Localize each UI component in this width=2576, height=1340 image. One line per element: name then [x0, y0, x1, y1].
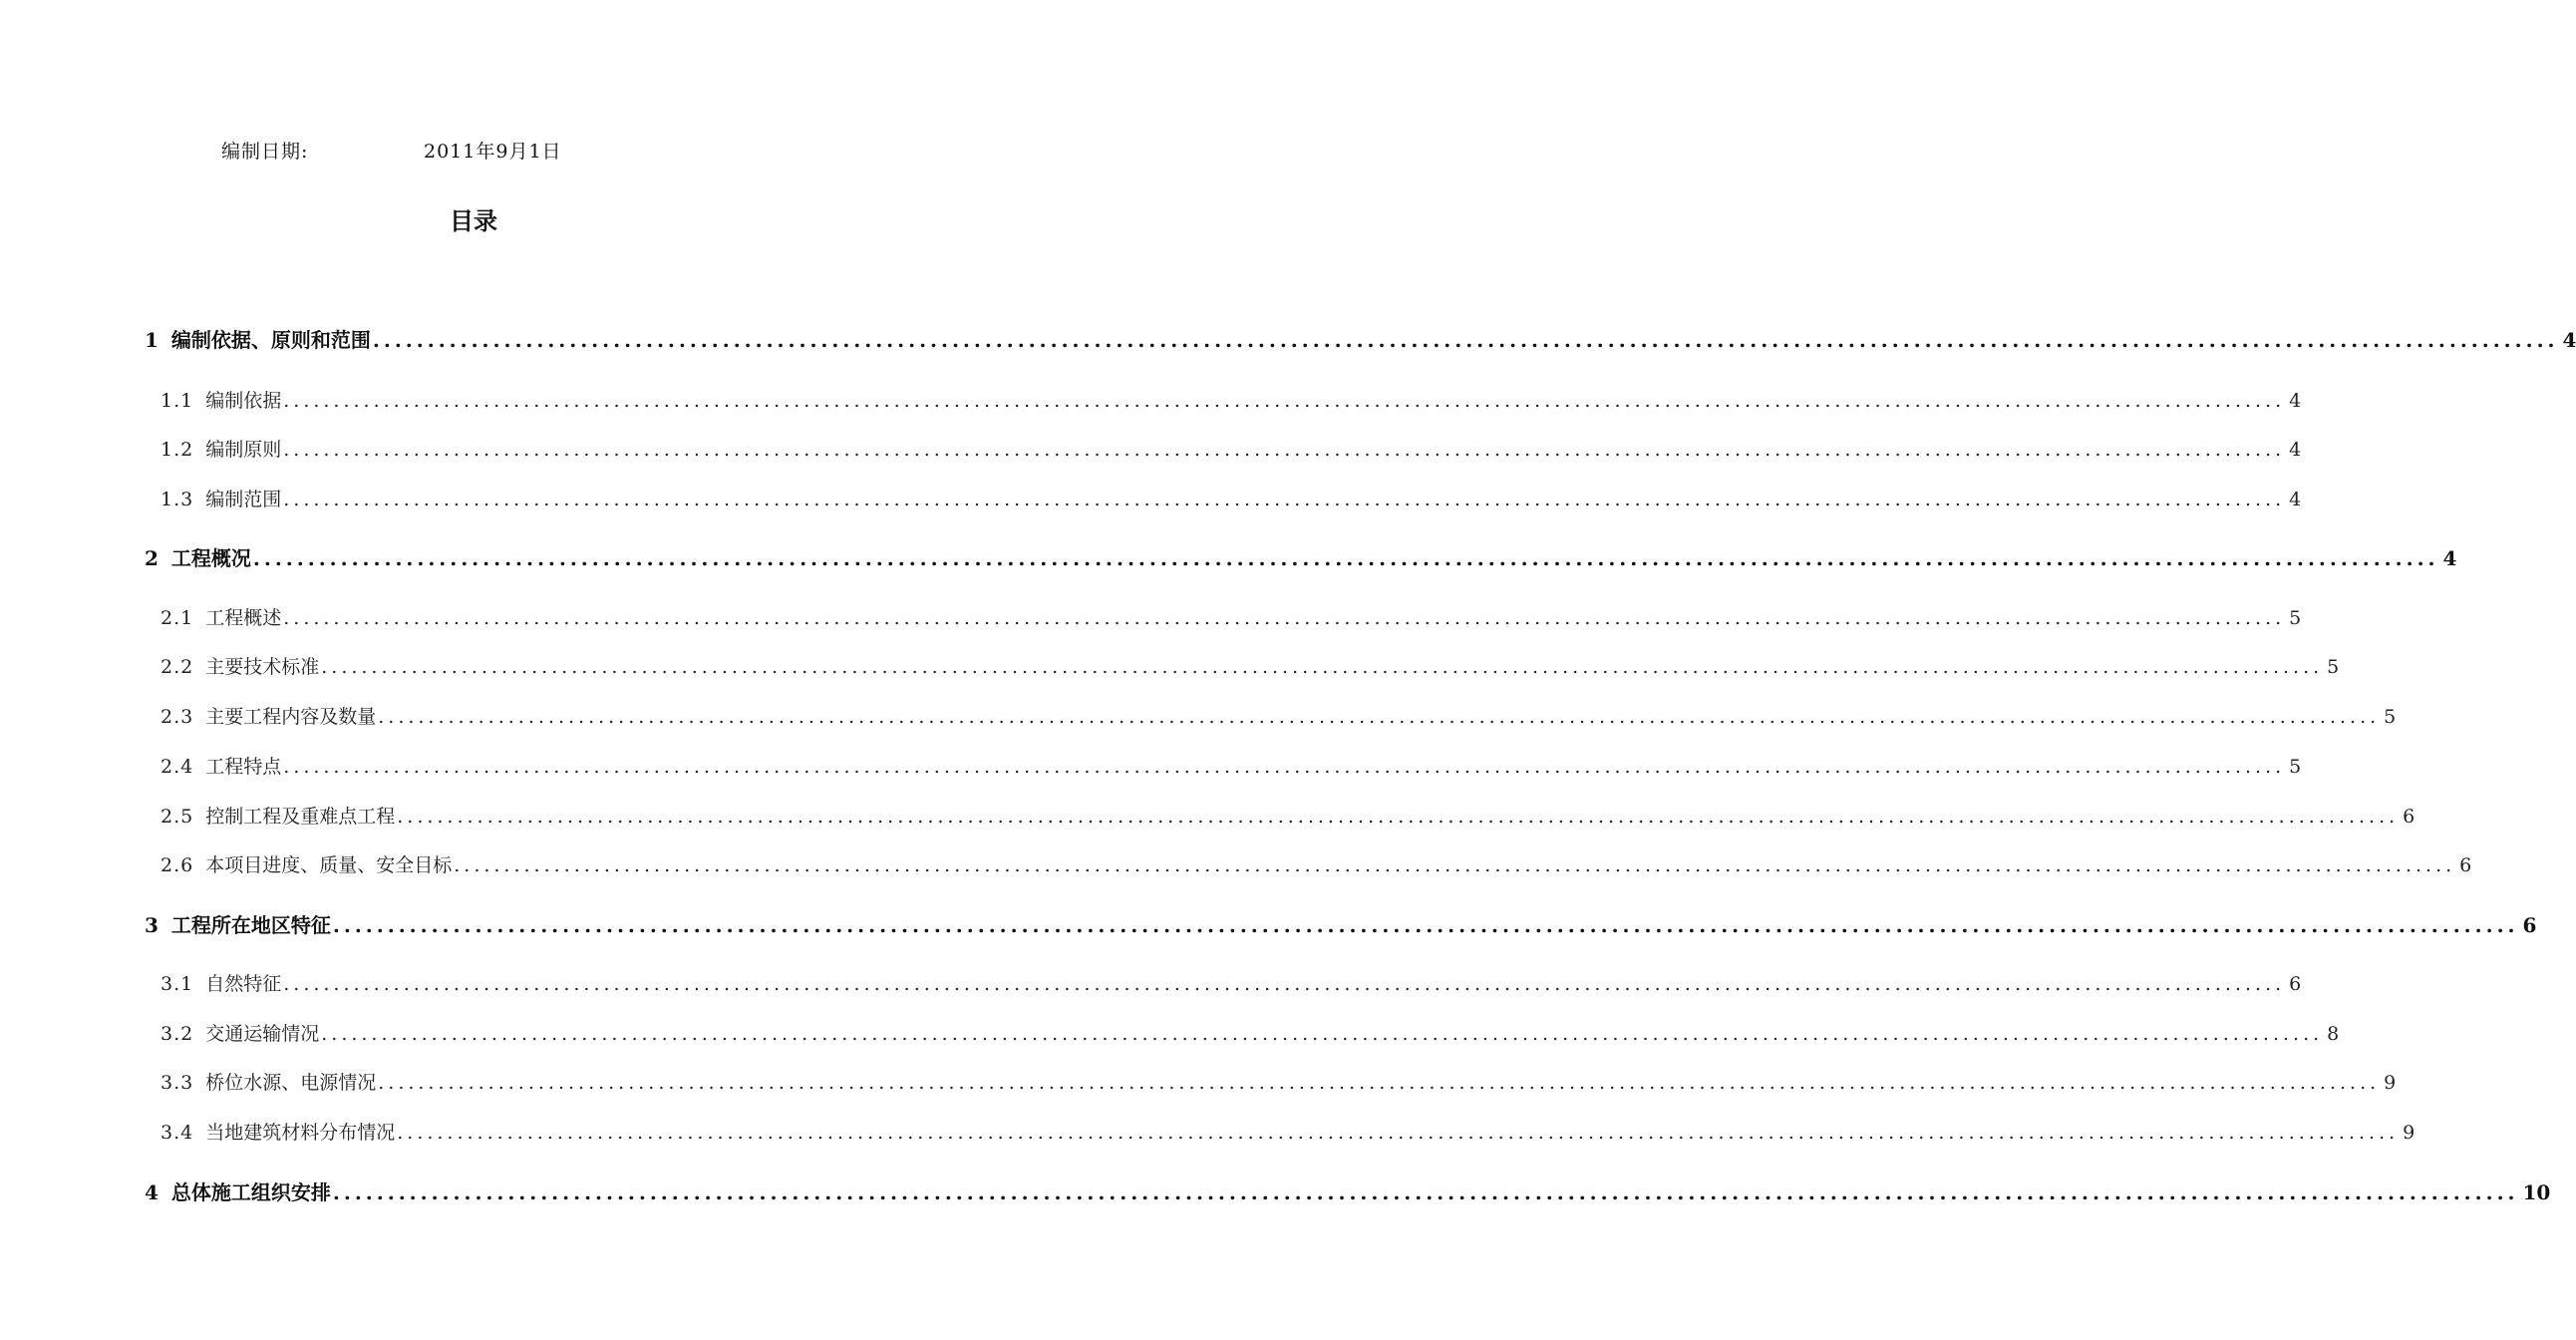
toc-entry-label: 编制依据	[205, 390, 282, 412]
toc-entry-number: 2.6	[161, 854, 194, 876]
toc-entry-page: 9	[2403, 1122, 2415, 1144]
toc-entry[interactable]	[161, 1066, 2397, 1100]
toc-entry-page: 4	[2289, 439, 2302, 461]
toc-leader-dots: ........................................................................................................................................................................................................	[332, 913, 2519, 937]
toc-entry-number: 2	[145, 546, 160, 570]
toc-entry[interactable]	[145, 541, 2457, 575]
toc-entry-page: 4	[2289, 390, 2302, 412]
toc-entry[interactable]	[161, 650, 2340, 684]
toc-entry[interactable]	[161, 1116, 2415, 1150]
toc-entry-number: 1	[145, 328, 160, 352]
toc-leader-dots: ........................................................................................................................................................................................................	[378, 706, 2381, 728]
toc-entry-page: 4	[2289, 489, 2302, 510]
toc-leader-dots: ........................................................................................................................................................................................................	[454, 854, 2456, 876]
toc-leader-dots: ........................................................................................................................................................................................................	[378, 1072, 2381, 1094]
toc-entry-label: 当地建筑材料分布情况	[205, 1122, 396, 1144]
toc-leader-dots: ........................................................................................................................................................................................................	[372, 328, 2559, 352]
toc-entry[interactable]	[161, 700, 2397, 734]
toc-entry[interactable]	[145, 323, 2576, 357]
toc-title: 目录	[450, 207, 497, 235]
toc-entry-label: 工程概况	[170, 546, 251, 570]
toc-entry-label: 主要技术标准	[205, 656, 320, 678]
toc-entry[interactable]	[161, 1017, 2340, 1051]
toc-entry[interactable]	[145, 1175, 2551, 1209]
toc-entry-page: 5	[2289, 607, 2302, 629]
toc-entry[interactable]	[145, 908, 2537, 942]
toc-leader-dots: ........................................................................................................................................................................................................	[283, 973, 2286, 995]
compile-date-value: 2011年9月1日	[424, 141, 562, 163]
compile-date-label: 编制日期:	[221, 141, 309, 163]
toc-entry[interactable]	[161, 967, 2302, 1001]
toc-entry-label: 本项目进度、质量、安全目标	[205, 854, 453, 876]
toc-entry[interactable]	[161, 800, 2415, 834]
toc-leader-dots: ........................................................................................................................................................................................................	[332, 1180, 2519, 1204]
toc-entry-page: 4	[2442, 546, 2457, 570]
toc-entry-number: 2.4	[161, 756, 194, 778]
toc-entry[interactable]	[161, 601, 2302, 635]
toc-entry-label: 编制原则	[205, 439, 282, 461]
toc-entry[interactable]	[161, 483, 2302, 516]
toc-entry[interactable]	[161, 384, 2302, 418]
toc-entry-page: 6	[2403, 806, 2415, 828]
toc-entry-label: 控制工程及重难点工程	[205, 806, 396, 828]
toc-entry-number: 2.1	[161, 607, 194, 629]
toc-entry-number: 2.2	[161, 656, 194, 678]
toc-entry-page: 8	[2327, 1023, 2340, 1045]
toc-entry-number: 3	[145, 913, 160, 937]
toc-entry[interactable]	[161, 848, 2472, 882]
toc-entry-label: 桥位水源、电源情况	[205, 1072, 377, 1094]
toc-leader-dots: ........................................................................................................................................................................................................	[321, 656, 2324, 678]
toc-entry-label: 工程特点	[205, 756, 282, 778]
compile-date-line	[221, 138, 562, 166]
toc-leader-dots: ........................................................................................................................................................................................................	[283, 489, 2286, 510]
toc-leader-dots: ........................................................................................................................................................................................................	[397, 1122, 2400, 1144]
toc-entry-label: 工程概述	[205, 607, 282, 629]
toc-entry-page: 10	[2522, 1180, 2551, 1204]
toc-entry-number: 3.4	[161, 1122, 194, 1144]
toc-leader-dots: ........................................................................................................................................................................................................	[283, 607, 2286, 629]
toc-leader-dots: ........................................................................................................................................................................................................	[252, 546, 2439, 570]
toc-entry-label: 总体施工组织安排	[170, 1180, 331, 1204]
toc-entry-number: 4	[145, 1180, 160, 1204]
toc-leader-dots: ........................................................................................................................................................................................................	[283, 390, 2286, 412]
toc-leader-dots: ........................................................................................................................................................................................................	[283, 439, 2286, 461]
toc-entry-page: 5	[2327, 656, 2340, 678]
toc-entry-page: 5	[2384, 706, 2397, 728]
toc-entry-page: 4	[2562, 328, 2576, 352]
toc-entry-label: 工程所在地区特征	[170, 913, 331, 937]
toc-entry-label: 自然特征	[205, 973, 282, 995]
toc-entry-number: 3.2	[161, 1023, 194, 1045]
toc-entry-label: 主要工程内容及数量	[205, 706, 377, 728]
toc-entry[interactable]	[161, 433, 2302, 467]
toc-entry-number: 1.1	[161, 390, 194, 412]
toc-entry[interactable]	[161, 750, 2302, 784]
toc-entry-page: 5	[2289, 756, 2302, 778]
toc-entry-label: 编制依据、原则和范围	[170, 328, 371, 352]
toc-entry-page: 9	[2384, 1072, 2397, 1094]
toc-entry-number: 1.3	[161, 489, 194, 510]
toc-entry-page: 6	[2459, 854, 2472, 876]
toc-entry-page: 6	[2522, 913, 2537, 937]
toc-entry-page: 6	[2289, 973, 2302, 995]
toc-entry-number: 3.3	[161, 1072, 194, 1094]
toc-leader-dots: ........................................................................................................................................................................................................	[283, 756, 2286, 778]
toc-entry-number: 1.2	[161, 439, 194, 461]
toc-entry-label: 编制范围	[205, 489, 282, 510]
toc-leader-dots: ........................................................................................................................................................................................................	[321, 1023, 2324, 1045]
toc-entry-number: 3.1	[161, 973, 194, 995]
toc-entry-number: 2.3	[161, 706, 194, 728]
toc-entry-label: 交通运输情况	[205, 1023, 320, 1045]
toc-leader-dots: ........................................................................................................................................................................................................	[397, 806, 2400, 828]
toc-entry-number: 2.5	[161, 806, 194, 828]
